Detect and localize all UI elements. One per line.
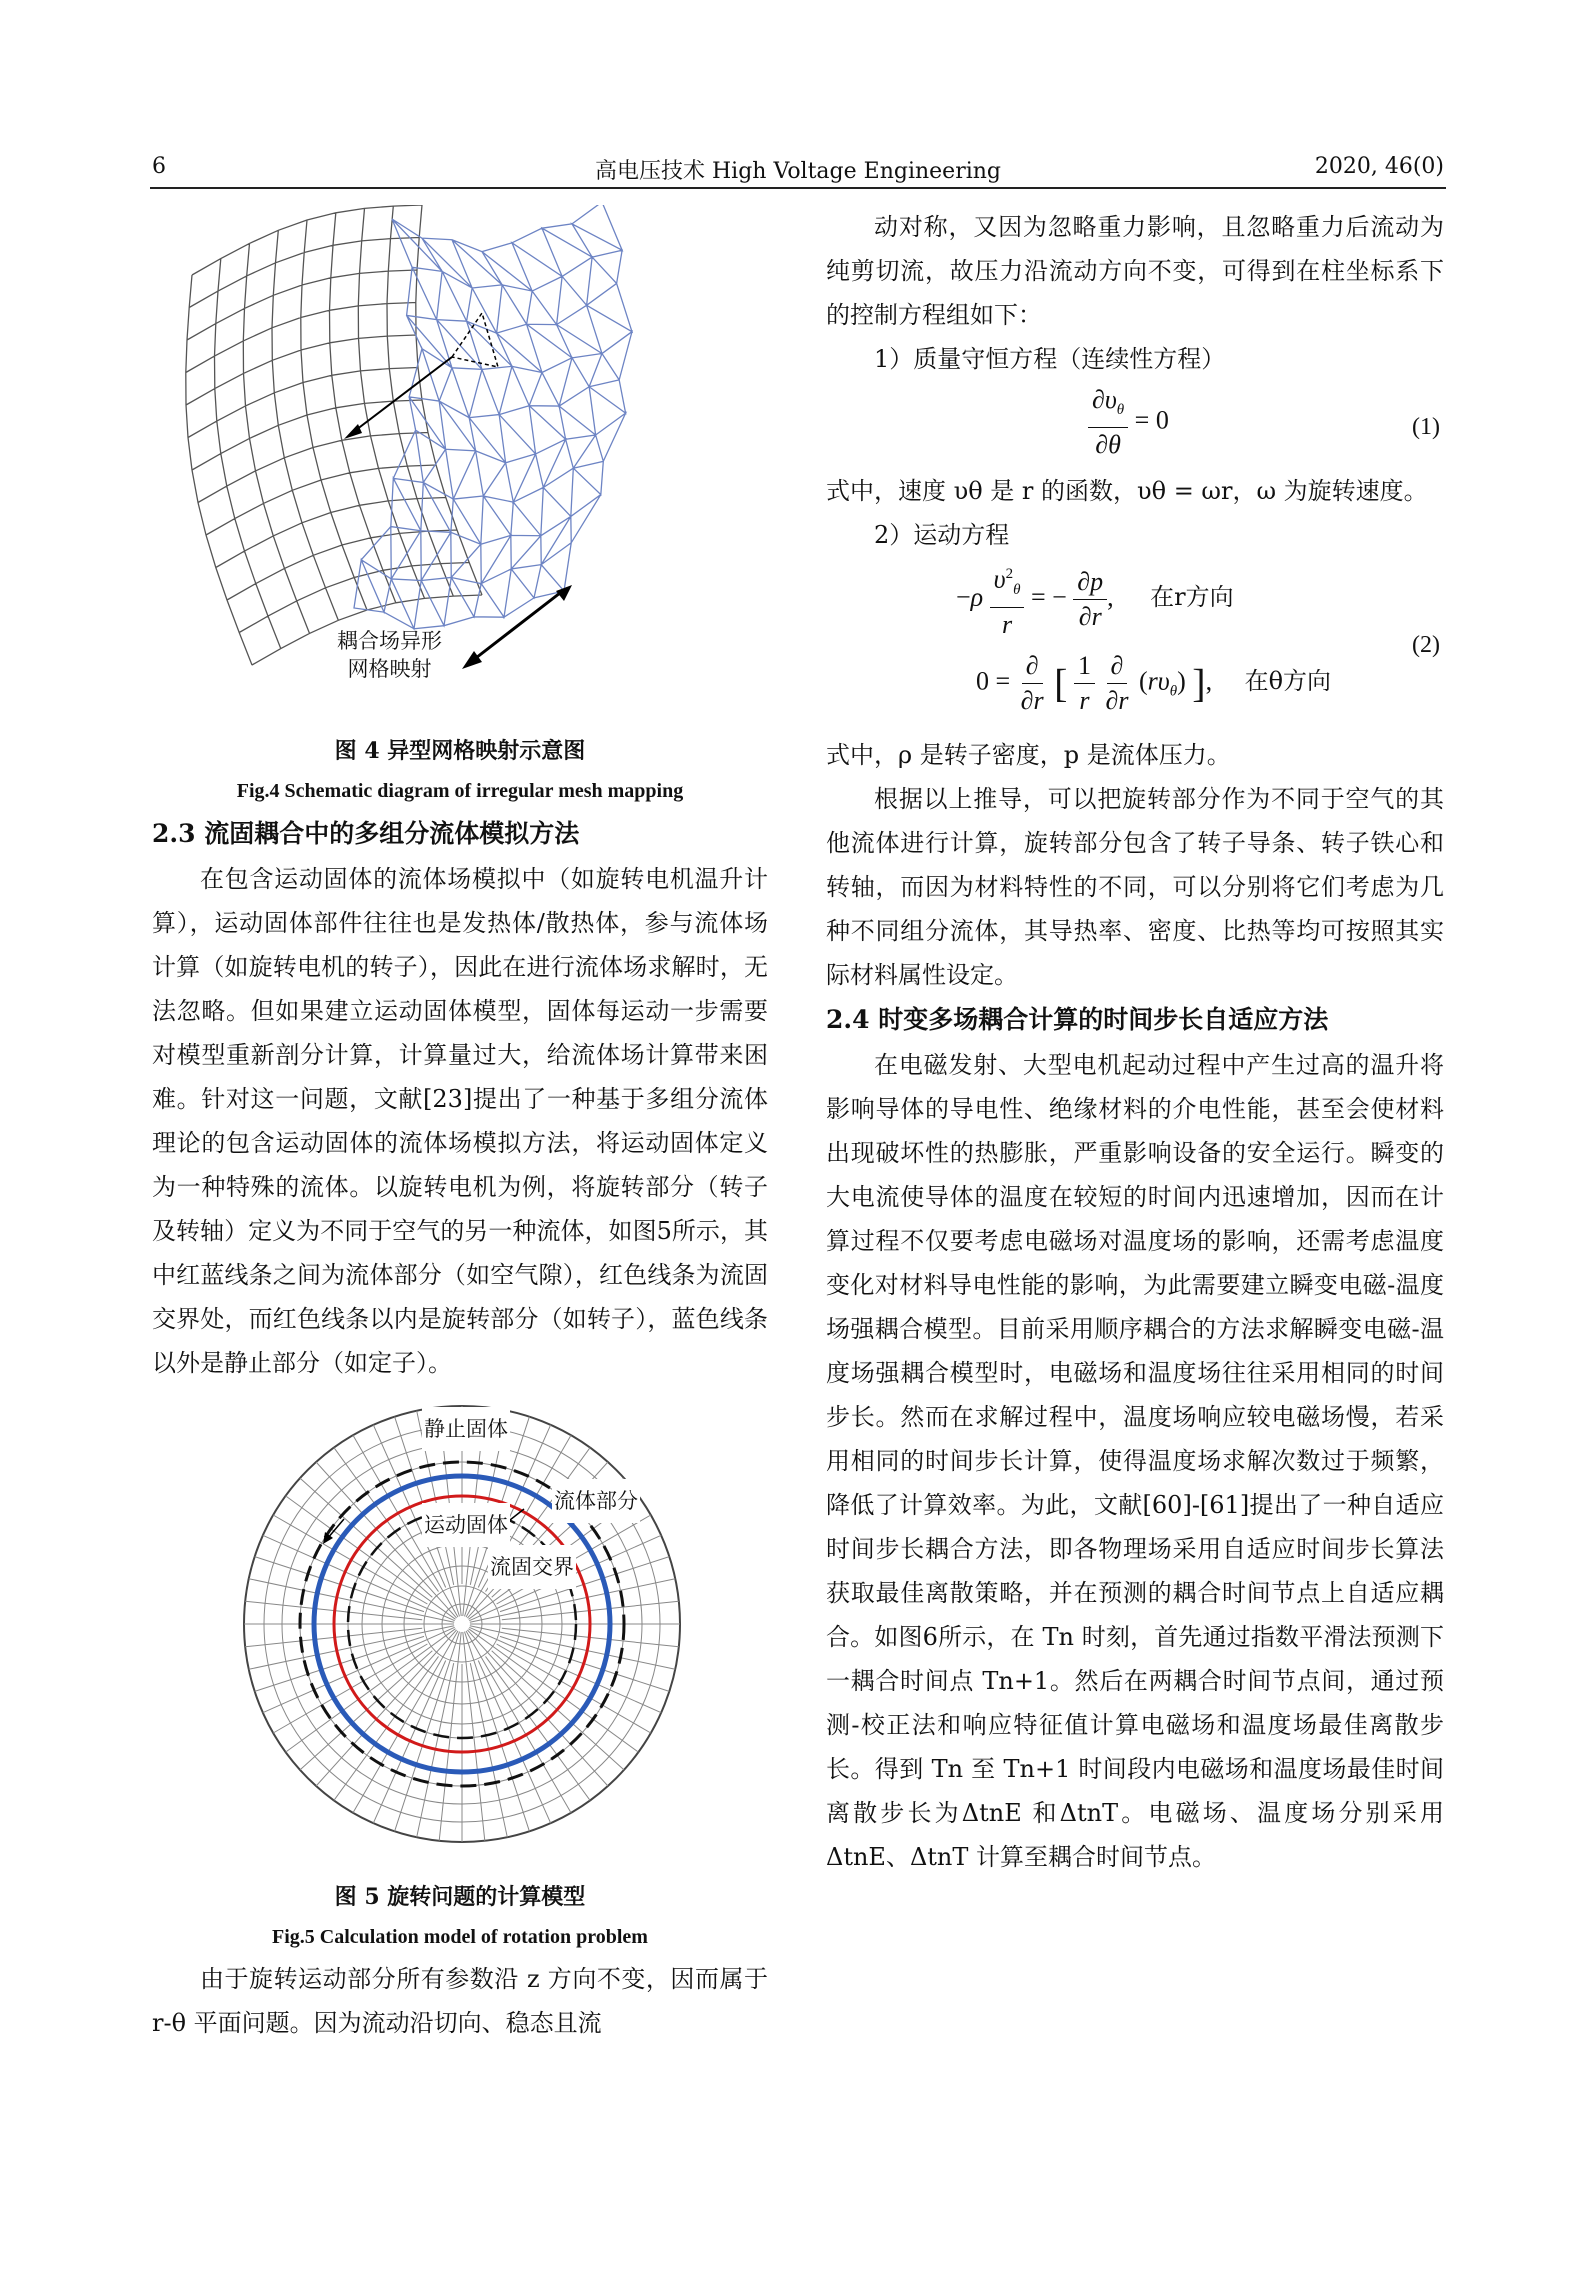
item-mass-conservation: 1）质量守恒方程（连续性方程） [874, 345, 1226, 373]
journal-title: 高电压技术 High Voltage Engineering [594, 159, 1002, 184]
mapping-arrows [344, 313, 572, 669]
eq1-rhs: = 0 [1134, 405, 1169, 435]
fig4-caption-en: Fig.4 Schematic diagram of irregular mesh mapping [236, 780, 684, 802]
fig4-caption-cn: 图 4 异型网格映射示意图 [334, 738, 586, 764]
fig5-caption-en: Fig.5 Calculation model of rotation problem [272, 1926, 648, 1948]
figure-4 [152, 205, 768, 725]
page-number: 6 [152, 154, 166, 179]
polar-grid [244, 1406, 680, 1842]
page-header [150, 150, 1446, 186]
mesh-mapping-diagram [152, 205, 768, 725]
eq2-number: (2) [1412, 632, 1440, 658]
item-momentum: 2）运动方程 [874, 521, 1010, 549]
left-mesh-surface [186, 205, 482, 665]
section-2-4-title: 2.4 时变多场耦合计算的时间步长自适应方法 [826, 1005, 1329, 1034]
section-2-3-title: 2.3 流固耦合中的多组分流体模拟方法 [152, 819, 580, 848]
eq1-number: (1) [1412, 414, 1440, 440]
equation-1: $\frac{\partial\upsilon_\theta}{\partial\theta}$ = 0 (1) [826, 381, 1444, 469]
section-2-4-paragraph: 在电磁发射、大型电机起动过程中产生过高的温升将影响导体的导电性、绝缘材料的介电性能，甚至会使材料出现破坏性的热膨胀，严重影响设备的安全运行。瞬变的大电流使导体的温度在较短的时间内迅速增加，因而在计算过程不仅要考虑电磁场对温度场的影响，还需考虑温度变化对材料导电性能的影响，为此需要建立瞬变电磁-温度场强耦合模型。目前采用顺序耦合的方法求解瞬变电磁-温度场强耦合模型时，电磁场和温度场往往采用相同的时间步长。然而在求解过程中，温度场响应较电磁场慢，若采用相同的时间步长计算，使得温度场求解次数过于频繁，降低了计算效率。为此，文献[60]-[61]提出了一种自适应时间步长耦合方法，即各物理场采用自适应时间步长算法获取最佳离散策略，并在预测的耦合时间节点上自适应耦合。如图6所示，在 Tn 时刻，首先通过指数平滑法预测下一耦合时间点 Tn+1。然后在两耦合时间节点间，通过预测-校正法和响应特征值计算电磁场和温度场最佳离散步长。得到 Tn 至 Tn+1 时间段内电磁场和温度场最佳时间离散步长为ΔtnE 和ΔtnT。电磁场、温度场分别采用ΔtnE、ΔtnT 计算至耦合时间节点。 [826, 1051, 1444, 1871]
where-velocity: 式中，速度 υθ 是 r 的函数，υθ = ωr，ω 为旋转速度。 [826, 477, 1428, 505]
where-density: 式中，ρ 是转子密度，p 是流体压力。 [826, 741, 1231, 769]
fig4-label: 耦合场异形 网格映射 [337, 629, 442, 681]
header-rule [150, 187, 1446, 189]
section-2-3-paragraph: 在包含运动固体的流体场模拟中（如旋转电机温升计算），运动固体部件往往也是发热体/散热体，参与流体场计算（如旋转电机的转子），因此在进行流体场求解时，无法忽略。但如果建立运动固体模型，固体每运动一步需要对模型重新剖分计算，计算量过大，给流体场计算带来困难。针对这一问题，文献[23]提出了一种基于多组分流体理论的包含运动固体的流体场模拟方法，将运动固体定义为一种特殊的流体。以旋转电机为例，将旋转部分（转子及转轴）定义为不同于空气的另一种流体，如图5所示，其中红蓝线条之间为流体部分（如空气隙），红色线条为流固交界处，而红色线条以内是旋转部分（如转子），蓝色线条以外是静止部分（如定子）。 [152, 865, 768, 1377]
multi-component-paragraph: 根据以上推导，可以把旋转部分作为不同于空气的其他流体进行计算，旋转部分包含了转子导条、转子铁心和转轴，而因为材料特性的不同，可以分别将它们考虑为几种不同组分流体，其导热率、密度、比热等均可按照其实际材料属性设定。 [826, 785, 1444, 989]
left-column [152, 205, 768, 2045]
volume-info: 2020, 46(0) [1314, 154, 1444, 179]
left-bottom-paragraph: 由于旋转运动部分所有参数沿 z 方向不变，因而属于 r-θ 平面问题。因为流动沿切向、稳态且流 [152, 1965, 768, 2037]
equation-2: −ρ $\frac{\upsilon^2_\theta}{r}$ = − $\frac{\partial p}{\partial r}$ , 在r方向 0 = $\frac{\partial}{\partial r}$ [ $\frac{1}{r}$ $\frac{\partial}{\partial r}$ $(r\upsilon_\theta)$ ], 在θ方向 (2) [826, 557, 1444, 733]
label-moving-solid: 运动固体 [422, 1503, 510, 1547]
eq2-direction-theta: 在θ方向 [1244, 667, 1332, 696]
figure-5 [152, 1399, 768, 1869]
rotation-model-diagram [152, 1399, 768, 1869]
label-static-solid: 静止固体 [422, 1407, 510, 1451]
label-fluid-solid-interface: 流固交界 [488, 1545, 576, 1589]
continued-paragraph: 动对称，又因为忽略重力影响，且忽略重力后流动为纯剪切流，故压力沿流动方向不变，可得到在柱坐标系下的控制方程组如下： [826, 213, 1444, 329]
label-fluid-part: 流体部分 [552, 1479, 640, 1523]
right-column [826, 205, 1444, 1879]
fig5-caption-cn: 图 5 旋转问题的计算模型 [334, 1884, 586, 1910]
eq2-direction-r: 在r方向 [1150, 583, 1234, 612]
